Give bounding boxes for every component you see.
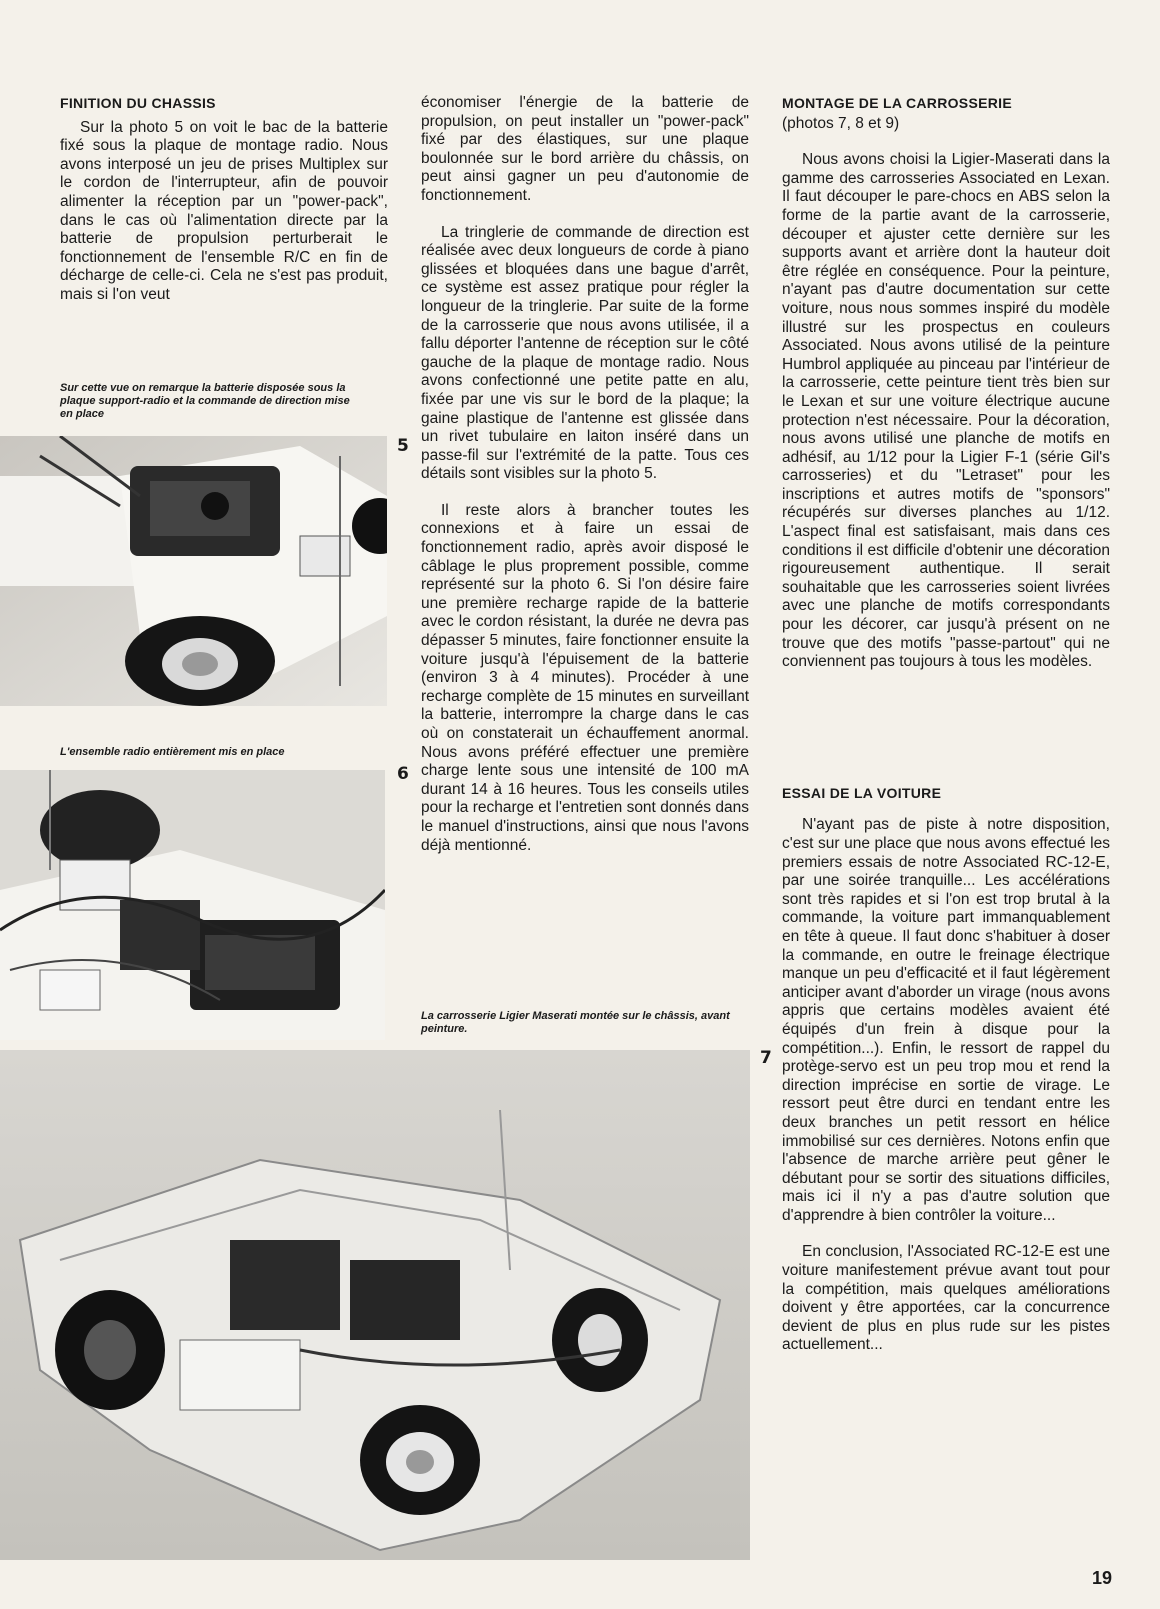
paragraph: Sur la photo 5 on voit le bac de la batterie fixé sous la plaque de montage radio. Nous avons interposé un jeu de prises Multiplex sur le cordon de l'interrupteur, afin de pouvoir alimenter la réception par un "power-pack", dans le cas où l'alimentation directe par la batterie de propulsion perturberait le fonctionnement de l'ensemble R/C en fin de décharge de celle-ci. Cela ne s'est pas produit, mais si l'on veut [60, 118, 388, 303]
heading-finition-du-chassis: FINITION DU CHASSIS [60, 95, 216, 111]
caption-photo-5: Sur cette vue on remarque la batterie disposée sous la plaque support-radio et la commande de direction mise en place [60, 382, 350, 420]
photo-5-chassis [0, 436, 387, 706]
paragraph: Il reste alors à brancher toutes les connexions et à faire un essai de fonctionnement radio, après avoir disposé le câblage le plus proprement possible, comme représenté sur la photo 6. Si l'on désire faire une première recharge rapide de la batterie avec le cordon résistant, la durée ne devra pas dépasser 5 minutes, faire fonctionner ensuite la voiture jusqu'à l'épuisement de la batterie (environ 3 à 4 minutes). Procéder à une recharge complète de 15 minutes en surveillant la batterie, interrompre la charge dans le cas où on constaterait un échauffement anormal. Nous avons préféré effectuer une première charge lente sous une intensité de 100 mA durant 14 à 16 heures. Tous les conseils utiles pour la recharge et l'entretien sont donnés dans le manuel d'instructions, ainsi que nous l'avons déjà mentionné. [421, 501, 749, 854]
column-1 [60, 94, 388, 323]
heading-essai-voiture: ESSAI DE LA VOITURE [782, 784, 942, 801]
paragraph: Nous avons choisi la Ligier-Maserati dans la gamme des carrosseries Associated en Lexan. Il faut découper le pare-chocs en ABS selon la forme de la partie avant de la carrosserie, découper et ajuster cette dernière sur les supports avant et arrière dont la hauteur doit être réglée en conséquence. Pour la peinture, n'ayant pas d'autre documentation sur cette voiture, nous nous sommes inspiré du modèle illustré sur les prospectus en couleurs Associated. Nous avons utilisé de la peinture Humbrol appliquée au pinceau par l'intérieur de la carrosserie, cette peinture tient très bien sur le Lexan et sur une voiture électrique aucune protection n'est nécessaire. Pour la décoration, nous avons utilisé une planche de motifs en adhésif, au 1/12 pour la Ligier F-1 (série Gil's carrosseries) et du "Letraset" pour les inscriptions et autres motifs de "sponsors" récupérés sur diverses planches au 1/12. L'aspect final est satisfaisant, mais dans ces conditions il est difficile d'obtenir une décoration rigoureusement authentique. Il serait souhaitable que les carrosseries soient livrées avec une planche de motifs correspondants pour les décorer, car jusqu'à présent on ne trouve que des motifs "passe-partout" qui ne conviennent pas toujours à tous les modèles. [782, 151, 1110, 671]
photo-6-radio [0, 770, 385, 1040]
figure-number-7: 7 [760, 1048, 772, 1068]
page-number: 19 [1091, 1568, 1112, 1588]
figure-number-6: 6 [397, 764, 409, 784]
caption-photo-6: L'ensemble radio entièrement mis en place [60, 746, 285, 758]
subheading-photos: (photos 7, 8 et 9) [782, 114, 900, 132]
column-2 [421, 94, 749, 873]
caption-photo-7: La carrosserie Ligier Maserati montée sur le châssis, avant peinture. [421, 1010, 730, 1035]
paragraph: La tringlerie de commande de direction est réalisée avec deux longueurs de corde à piano glissées et bloquées dans une bague d'arrêt, ce système est assez pratique pour régler la longueur de la tringlerie. Par suite de la forme de la carrosserie que nous avons utilisée, il a fallu déporter l'antenne de réception sur le côté gauche de la plaque de montage radio. Nous avons confectionné une petite patte en alu, fixée par une vis sur le bord de la plaque; la gaine plastique de l'antenne est glissée dans un rivet tubulaire en laiton inséré dans un passe-fil sur l'extrémité de la patte. Tous ces détails sont visibles sur la photo 5. [421, 223, 749, 483]
paragraph: En conclusion, l'Associated RC-12-E est une voiture manifestement prévue avant tout pour la compétition, mais quelques améliorations doivent y être apportées, car la concurrence devient de plus en plus rude sur les pistes actuellement... [782, 1243, 1110, 1354]
paragraph: N'ayant pas de piste à notre disposition, c'est sur une place que nous avons effectué les premiers essais de notre Associated RC-12-E, par une soirée tranquille... Les accélérations sont très rapides et si l'on est trop brutal à la commande, la voiture part immanquablement en tête à queue. Il faut donc s'habituer à doser la commande, en outre le freinage électrique manque un peu d'efficacité et il faut légèrement anticiper avant d'aborder un virage (nous avons appris que certains modèles avaient été équipés d'un frein à disque pour la compétition...). Enfin, le ressort de rappel du protège-servo est un peu trop mou et rend la direction imprécise en sortie de virage. Le ressort peut être durci en tendant entre les deux branches un petit ressort en hélice immobilisé sur ces dernières. Notons enfin que l'absence de marche arrière peut gêner le débutant pour se sortir des situations difficiles, mais ici il n'y a pas d'autre solution que d'apprendre à bien contrôler la voiture... [782, 816, 1110, 1224]
paragraph: économiser l'énergie de la batterie de propulsion, on peut installer un "power-pack" fixé par des élastiques, sur une plaque boulonnée sur le bord arrière du châssis, on peut ainsi gagner un peu d'autonomie de fonctionnement. [421, 94, 749, 204]
column-3 [782, 94, 1110, 1373]
heading-montage-carrosserie: MONTAGE DE LA CARROSSERIE [782, 95, 1012, 111]
figure-number-5: 5 [397, 436, 409, 456]
photo-7-carrosserie [0, 1050, 750, 1560]
